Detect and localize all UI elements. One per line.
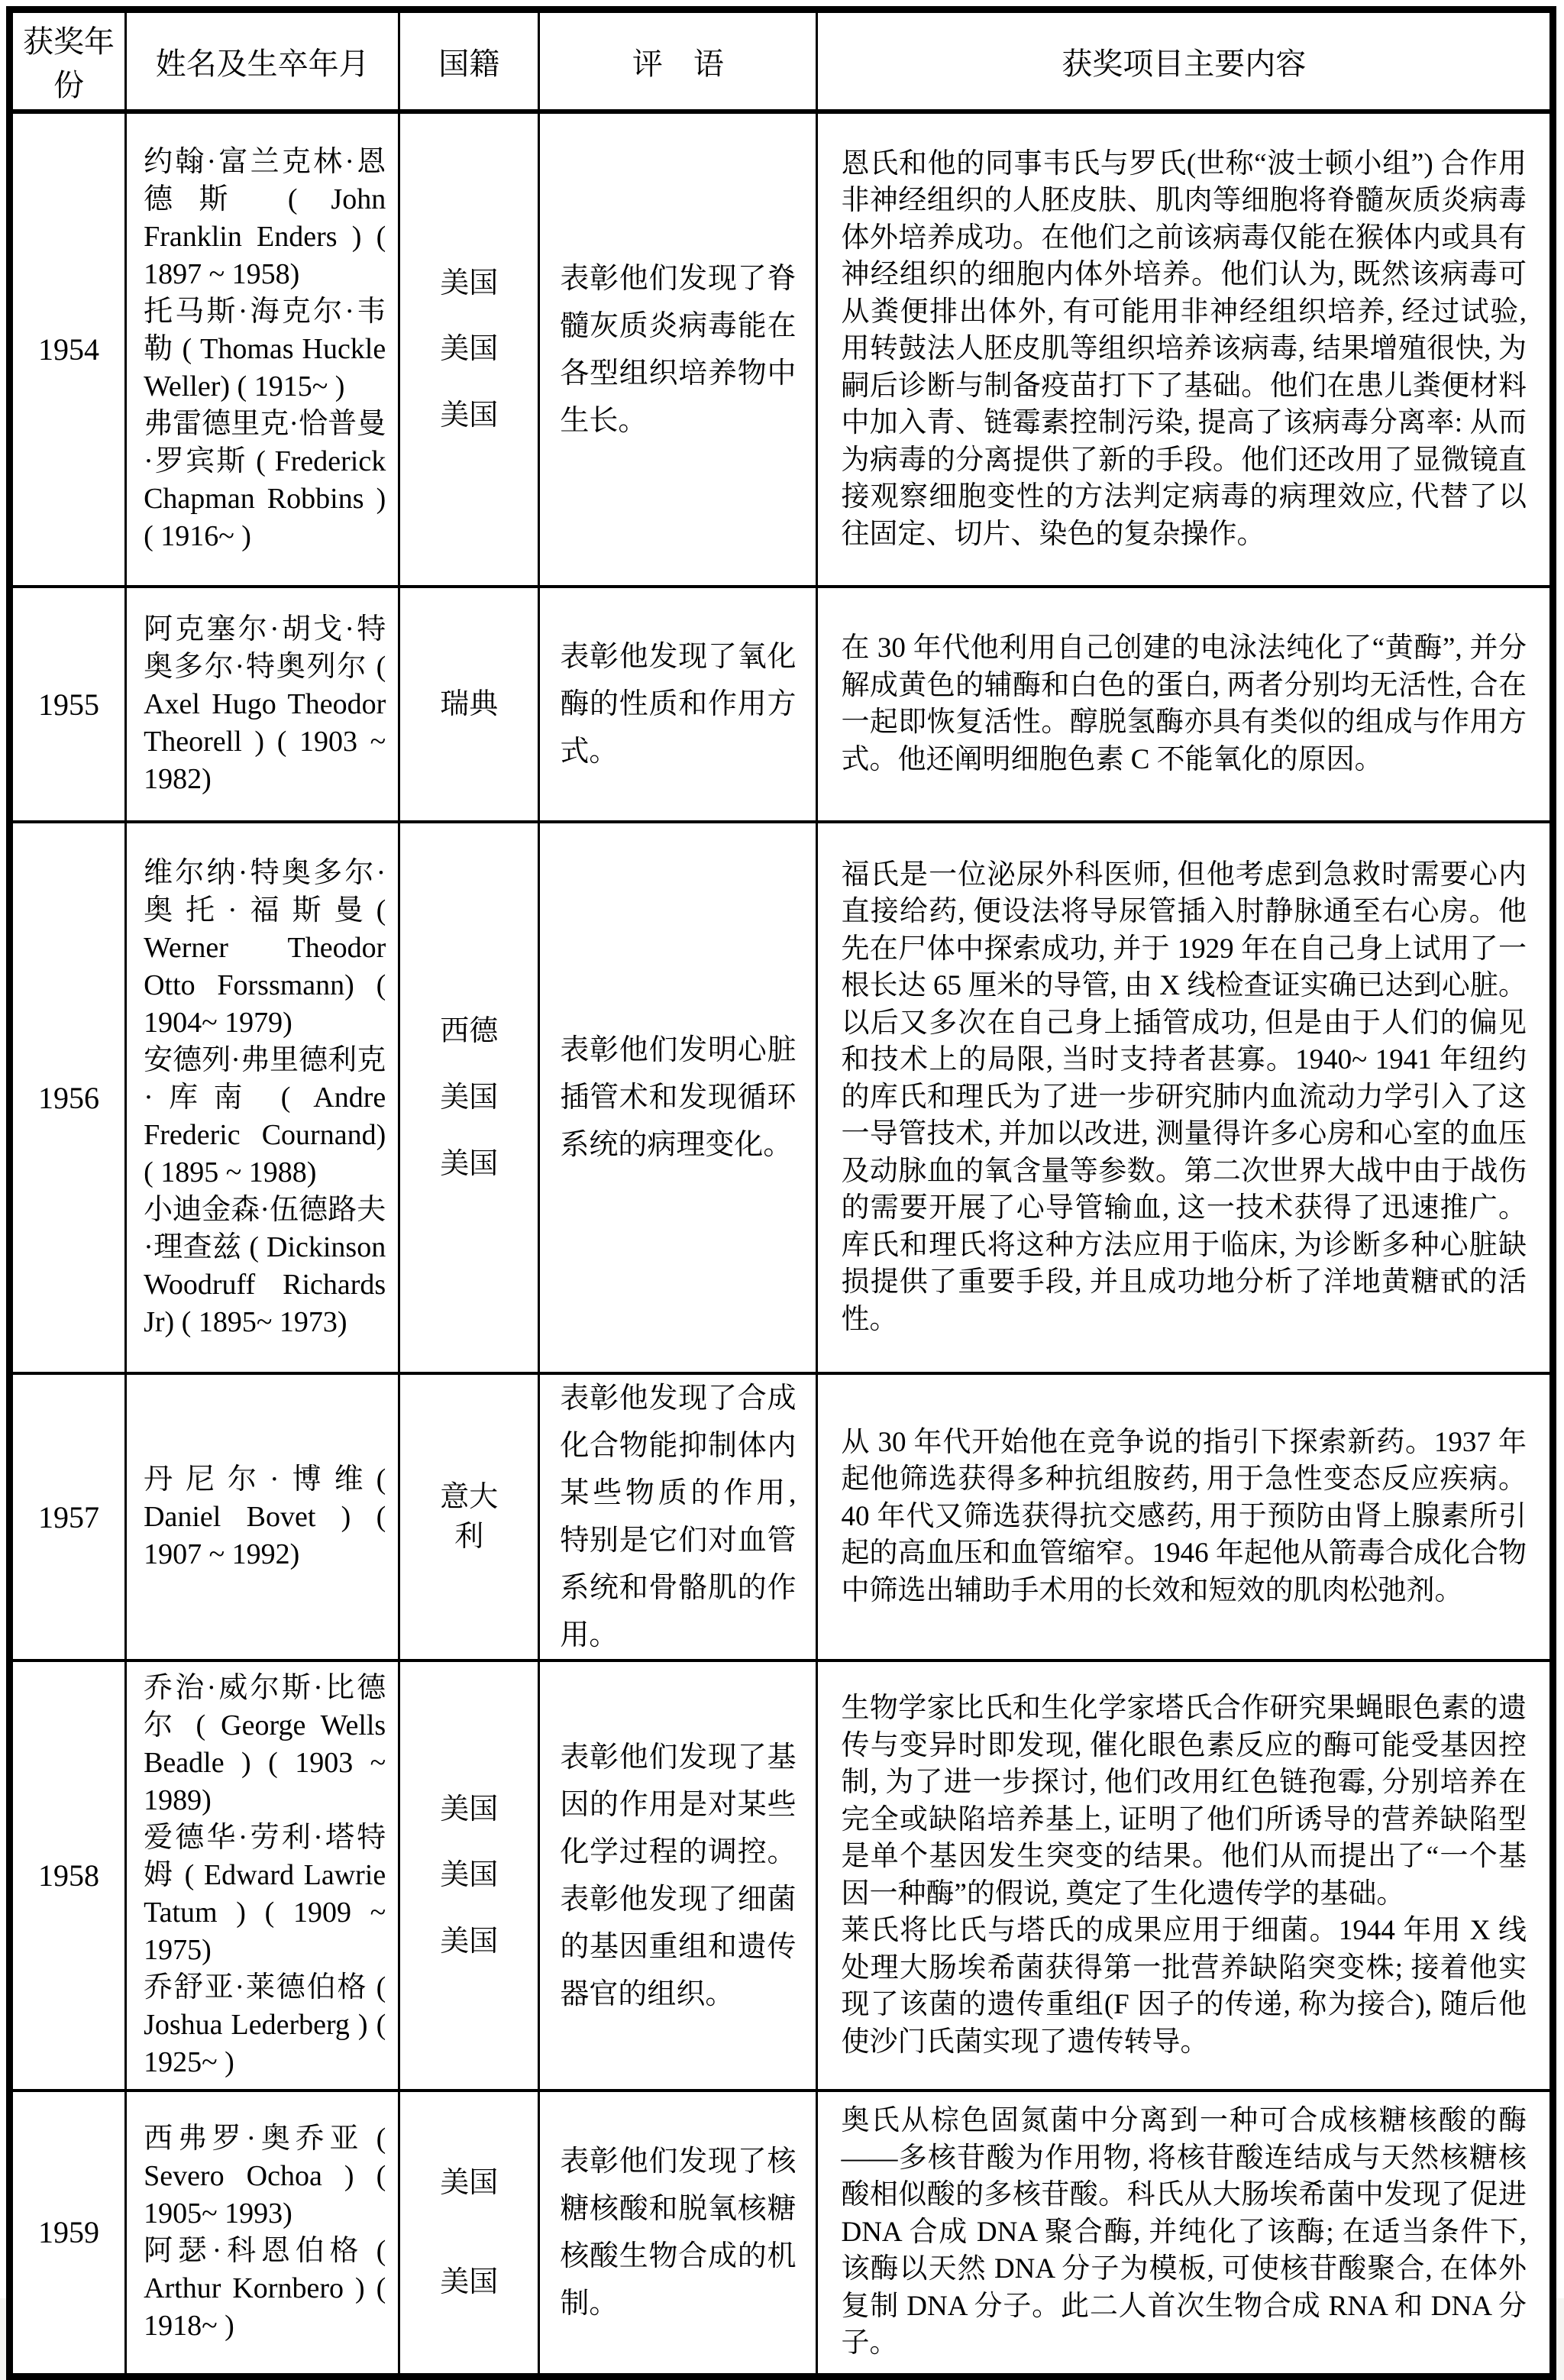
content-cell (817, 2091, 1553, 2376)
citation-cell: 表彰他们发现了脊髓灰质炎病毒能在各型组织培养物中生长。 (539, 112, 817, 587)
names-cell (126, 822, 399, 1373)
laureate-name: 阿瑟·科恩伯格 ( Arthur Kornbero ) ( 1918~ ) (144, 2234, 386, 2342)
year-cell: 1959 (10, 2091, 126, 2376)
laureate-name: 爱德华·劳利·塔特姆 ( Edward Lawrie Tatum ) ( 1909 ~ 1975) (144, 1822, 386, 1966)
content-paragraph: 从 30 年代开始他在竞争说的指引下探索新药。1937 年起他筛选获得多种抗组胺药, 用于急性变态反应疾病。40 年代又筛选获得抗交感药, 用于预防由肾上腺素所引起的高血压和血管缩窄。1946 年起他从箭毒合成化合物中筛选出辅助手术用的长效和短效的肌肉松弛剂。 (841, 1426, 1527, 1606)
nationality: 西德 (440, 1015, 499, 1048)
column-header-content: 获奖项目主要内容 (817, 10, 1553, 112)
citation-cell: 表彰他发现了合成化合物能抑制体内某些物质的作用, 特别是它们对血管系统和骨骼肌的作用。 (539, 1373, 817, 1661)
citation-cell: 表彰他们发现了基因的作用是对某些化学过程的调控。表彰他发现了细菌的基因重组和遗传器官的组织。 (539, 1661, 817, 2091)
header-row (10, 10, 1553, 112)
nationality: 美国 (440, 1926, 499, 1958)
year-cell: 1957 (10, 1373, 126, 1661)
content-paragraph: 生物学家比氏和生化学家塔氏合作研究果蝇眼色素的遗传与变异时即发现, 催化眼色素反应的酶可能受基因控制, 为了进一步探讨, 他们改用红色链孢霉, 分别培养在完全或缺陷培养基上, 证明了他们所诱导的营养缺陷型是单个基因发生突变的结果。他们从而提出了“一个基因一种酶”的假说, 奠定了生化遗传学的基础。 (841, 1693, 1527, 1909)
year-cell: 1955 (10, 587, 126, 822)
nationality-cell (399, 587, 539, 822)
content-cell (817, 112, 1553, 587)
column-header-nationality: 国籍 (399, 10, 539, 112)
table-row (10, 822, 1553, 1373)
nationality: 美国 (440, 333, 499, 366)
nationality: 美国 (440, 399, 499, 432)
citation-cell: 表彰他们发现了核糖核酸和脱氧核糖核酸生物合成的机制。 (539, 2091, 817, 2376)
laureate-name: 乔治·威尔斯·比德尔 ( George Wells Beadle ) ( 1903 ~ 1989) (144, 1672, 386, 1816)
names-cell (126, 1373, 399, 1661)
content-cell (817, 1373, 1553, 1661)
names-cell (126, 2091, 399, 2376)
laureate-name: 安德列·弗里德利克·库南 ( Andre Frederic Cournand) ( 1895 ~ 1988) (144, 1043, 386, 1188)
laureate-name: 西弗罗·奥乔亚 ( Severo Ochoa ) ( 1905~ 1993) (144, 2122, 386, 2230)
nationality-cell (399, 1661, 539, 2091)
citation-cell: 表彰他们发明心脏插管术和发现循环系统的病理变化。 (539, 822, 817, 1373)
table-row (10, 2091, 1553, 2376)
column-header-year: 获奖年份 (10, 10, 126, 112)
nationality: 瑞典 (440, 688, 499, 720)
laureate-name: 约翰·富兰克林·恩德斯 ( John Franklin Enders ) ( 1897 ~ 1958) (144, 146, 386, 290)
content-paragraph: 福氏是一位泌尿外科医师, 但他考虑到急救时需要心内直接给药, 便设法将导尿管插入肘静脉通至右心房。他先在尸体中探索成功, 并于 1929 年在自己身上试用了一根长达 65 厘米的导管, 由 X 线检查证实确已达到心脏。以后又多次在自己身上插管成功, 但是由于人们的偏见和技术上的局限, 当时支持者甚寡。1940~ 1941 年纽约的库氏和理氏为了进一步研究肺内血流动力学引入了这一导管技术, 并加以改进, 测量得许多心房和心室的血压及动脉血的氧含量等参数。第二次世界大战中由于战伤的需要开展了心导管输血, 这一技术获得了迅速推广。库氏和理氏将这种方法应用于临床, 为诊断多种心脏缺损提供了重要手段, 并且成功地分析了洋地黄糖甙的活性。 (841, 859, 1527, 1335)
names-cell (126, 587, 399, 822)
laureate-name: 丹尼尔·博维( Daniel Bovet ) ( 1907 ~ 1992) (144, 1463, 386, 1570)
nationality-cell (399, 1373, 539, 1661)
names-cell (126, 1661, 399, 2091)
laureate-name: 乔舒亚·莱德伯格 ( Joshua Lederberg ) ( 1925~ ) (144, 1971, 386, 2078)
content-paragraph: 奥氏从棕色固氮菌中分离到一种可合成核糖核酸的酶——多核苷酸为作用物, 将核苷酸连结成与天然核糖核酸相似酸的多核苷酸。科氏从大肠埃希菌中发现了促进 DNA 合成 DNA 聚合酶, 并纯化了该酶; 在适当条件下, 该酶以天然 DNA 分子为模板, 可使核苷酸聚合, 在体外复制 DNA 分子。此二人首次生物合成 RNA 和 DNA 分子。 (841, 2105, 1527, 2359)
nationality-cell (399, 822, 539, 1373)
table-row (10, 112, 1553, 587)
nationality: 美国 (440, 1147, 499, 1180)
column-header-name: 姓名及生卒年月 (126, 10, 399, 112)
laureate-name: 阿克塞尔·胡戈·特奥多尔·特奥列尔 ( Axel Hugo Theodor Theorell ) ( 1903 ~ 1982) (144, 613, 386, 795)
laureate-name: 维尔纳·特奥多尔·奥托·福斯曼( Werner Theodor Otto Forssmann) ( 1904~ 1979) (144, 856, 386, 1039)
laureate-name: 托马斯·海克尔·韦勒 ( Thomas Huckle Weller) ( 1915~ ) (144, 296, 386, 403)
content-cell (817, 587, 1553, 822)
year-cell: 1956 (10, 822, 126, 1373)
nationality: 美国 (440, 1859, 499, 1892)
year-cell: 1958 (10, 1661, 126, 2091)
table-row (10, 1661, 1553, 2091)
content-paragraph: 在 30 年代他利用自己创建的电泳法纯化了“黄酶”, 并分解成黄色的辅酶和白色的蛋白, 两者分别均无活性, 合在一起即恢复活性。醇脱氢酶亦具有类似的组成与作用方式。他还阐明细胞色素 C 不能氧化的原因。 (841, 632, 1527, 775)
nationality: 美国 (440, 2166, 499, 2199)
nobel-laureates-table (6, 6, 1556, 2380)
laureate-name: 小迪金森·伍德路夫·理查兹 ( Dickinson Woodruff Richards Jr) ( 1895~ 1973) (144, 1193, 386, 1338)
citation-cell: 表彰他发现了氧化酶的性质和作用方式。 (539, 587, 817, 822)
laureate-name: 弗雷德里克·恰普曼·罗宾斯 ( Frederick Chapman Robbins ) ( 1916~ ) (144, 408, 386, 552)
nationality: 意大利 (440, 1481, 499, 1553)
content-cell (817, 1661, 1553, 2091)
names-cell (126, 112, 399, 587)
nationality: 美国 (440, 1793, 499, 1825)
table-row (10, 587, 1553, 822)
column-header-citation: 评 语 (539, 10, 817, 112)
content-paragraph: 恩氏和他的同事韦氏与罗氏(世称“波士顿小组”) 合作用非神经组织的人胚皮肤、肌肉等细胞将脊髓灰质炎病毒体外培养成功。在他们之前该病毒仅能在猴体内或具有神经组织的细胞内体外培养。他们认为, 既然该病毒可从粪便排出体外, 有可能用非神经组织培养, 经过试验, 用转鼓法人胚皮肌等组织培养该病毒, 结果增殖很快, 为嗣后诊断与制备疫苗打下了基础。他们在患儿粪便材料中加入青、链霉素控制污染, 提高了该病毒分离率: 从而为病毒的分离提供了新的手段。他们还改用了显微镜直接观察细胞变性的方法判定病毒的病理效应, 代替了以往固定、切片、染色的复杂操作。 (841, 147, 1527, 550)
nationality: 美国 (440, 1081, 499, 1114)
table-row (10, 1373, 1553, 1661)
year-cell: 1954 (10, 112, 126, 587)
nationality-cell (399, 2091, 539, 2376)
content-cell (817, 822, 1553, 1373)
content-paragraph: 莱氏将比氏与塔氏的成果应用于细菌。1944 年用 X 线处理大肠埃希菌获得第一批营养缺陷突变株; 接着他实现了该菌的遗传重组(F 因子的传递, 称为接合), 随后他使沙门氏菌实现了遗传转导。 (841, 1915, 1527, 2058)
nationality-cell (399, 112, 539, 587)
nationality: 美国 (440, 267, 499, 299)
nationality: 美国 (440, 2265, 499, 2298)
